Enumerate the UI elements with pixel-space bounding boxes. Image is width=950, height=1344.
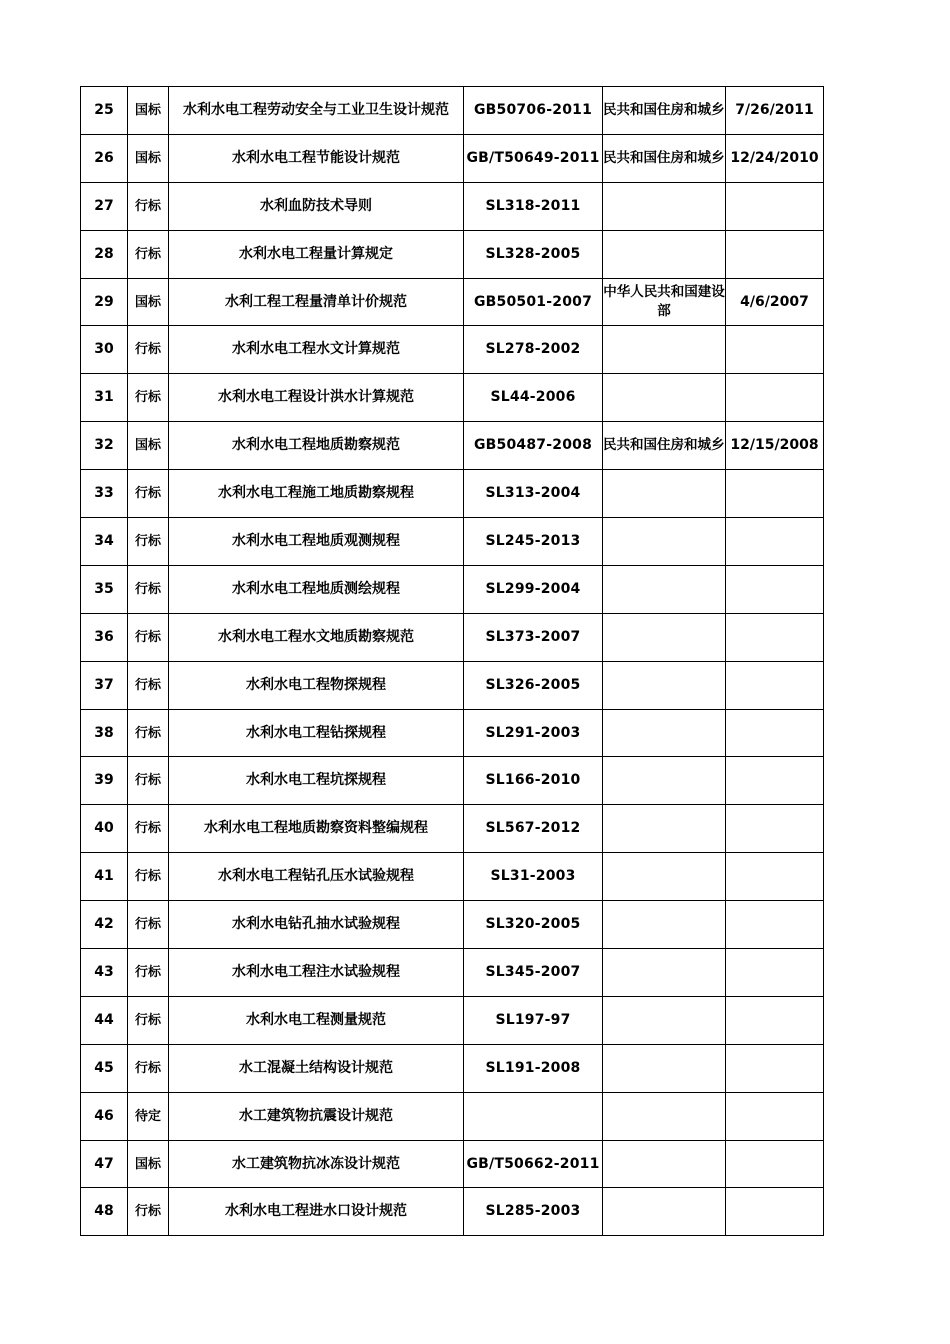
issuing-department [603,1188,726,1236]
standard-type: 行标 [128,1044,169,1092]
standard-code: SL31-2003 [464,853,603,901]
row-number: 37 [81,661,128,709]
row-number: 34 [81,518,128,566]
issue-date: 7/26/2011 [726,87,824,135]
issue-date: 12/15/2008 [726,422,824,470]
issue-date [726,1044,824,1092]
table-row [81,422,824,470]
issue-date [726,661,824,709]
issuing-department [603,613,726,661]
row-number: 41 [81,853,128,901]
row-number: 31 [81,374,128,422]
issue-date [726,565,824,613]
standard-name: 水利水电工程钻探规程 [169,709,464,757]
table-row [81,1140,824,1188]
standard-name: 水利水电工程进水口设计规范 [169,1188,464,1236]
table-row [81,565,824,613]
standard-name: 水利血防技术导则 [169,182,464,230]
table-row [81,1044,824,1092]
standard-type: 行标 [128,518,169,566]
standard-name: 水利工程工程量清单计价规范 [169,278,464,326]
issuing-department: 民共和国住房和城乡 [603,422,726,470]
standard-name: 水利水电工程注水试验规程 [169,949,464,997]
standard-name: 水利水电工程地质勘察资料整编规程 [169,805,464,853]
standard-type: 行标 [128,230,169,278]
standard-type: 国标 [128,134,169,182]
standard-name: 水利水电工程水文计算规范 [169,326,464,374]
standard-type: 行标 [128,757,169,805]
issue-date [726,1188,824,1236]
table-row [81,996,824,1044]
table-row [81,518,824,566]
standard-code: SL328-2005 [464,230,603,278]
standards-table [80,86,824,1236]
standard-code: SL191-2008 [464,1044,603,1092]
row-number: 38 [81,709,128,757]
standard-name: 水利水电工程坑探规程 [169,757,464,805]
issue-date [726,518,824,566]
row-number: 32 [81,422,128,470]
standard-name: 水利水电工程地质测绘规程 [169,565,464,613]
issuing-department [603,470,726,518]
issue-date [726,230,824,278]
standard-type: 行标 [128,853,169,901]
standard-code: SL318-2011 [464,182,603,230]
standards-table-body [81,87,824,1236]
issue-date: 4/6/2007 [726,278,824,326]
standard-name: 水利水电工程地质观测规程 [169,518,464,566]
standard-name: 水利水电工程测量规范 [169,996,464,1044]
standard-name: 水利水电工程节能设计规范 [169,134,464,182]
standard-type: 行标 [128,613,169,661]
table-row [81,613,824,661]
issuing-department: 民共和国住房和城乡 [603,87,726,135]
standard-name: 水利水电工程施工地质勘察规程 [169,470,464,518]
standard-code [464,1092,603,1140]
table-row [81,1092,824,1140]
issue-date [726,709,824,757]
row-number: 29 [81,278,128,326]
standard-type: 行标 [128,374,169,422]
issuing-department [603,1092,726,1140]
table-row [81,661,824,709]
standard-type: 国标 [128,278,169,326]
standard-name: 水工混凝土结构设计规范 [169,1044,464,1092]
issue-date [726,470,824,518]
table-row [81,1188,824,1236]
standard-type: 待定 [128,1092,169,1140]
row-number: 35 [81,565,128,613]
table-row [81,230,824,278]
issuing-department [603,326,726,374]
issuing-department [603,518,726,566]
standard-type: 行标 [128,661,169,709]
standard-code: SL285-2003 [464,1188,603,1236]
issue-date [726,613,824,661]
table-row [81,374,824,422]
table-row [81,805,824,853]
issuing-department [603,996,726,1044]
issue-date [726,1140,824,1188]
standard-code: GB50706-2011 [464,87,603,135]
standard-type: 国标 [128,1140,169,1188]
row-number: 47 [81,1140,128,1188]
issuing-department [603,661,726,709]
issue-date [726,996,824,1044]
standard-code: GB50487-2008 [464,422,603,470]
issuing-department [603,853,726,901]
issuing-department [603,565,726,613]
standard-code: SL345-2007 [464,949,603,997]
row-number: 43 [81,949,128,997]
issue-date [726,326,824,374]
table-row [81,901,824,949]
standard-name: 水利水电工程钻孔压水试验规程 [169,853,464,901]
standard-name: 水利水电工程劳动安全与工业卫生设计规范 [169,87,464,135]
issuing-department [603,949,726,997]
issuing-department [603,757,726,805]
table-row [81,182,824,230]
standard-name: 水利水电工程设计洪水计算规范 [169,374,464,422]
row-number: 44 [81,996,128,1044]
table-row [81,757,824,805]
row-number: 40 [81,805,128,853]
table-row [81,470,824,518]
table-row [81,709,824,757]
issuing-department [603,901,726,949]
standard-type: 行标 [128,709,169,757]
issuing-department [603,1140,726,1188]
issuing-department [603,1044,726,1092]
standard-type: 行标 [128,470,169,518]
standard-code: GB/T50662-2011 [464,1140,603,1188]
issue-date [726,853,824,901]
table-row [81,134,824,182]
standard-name: 水利水电工程物探规程 [169,661,464,709]
standard-type: 行标 [128,805,169,853]
standard-type: 行标 [128,901,169,949]
issue-date [726,182,824,230]
standard-type: 行标 [128,182,169,230]
standard-code: SL373-2007 [464,613,603,661]
standard-code: SL320-2005 [464,901,603,949]
issue-date: 12/24/2010 [726,134,824,182]
standard-type: 国标 [128,422,169,470]
standard-type: 行标 [128,996,169,1044]
issue-date [726,949,824,997]
table-row [81,278,824,326]
issuing-department: 中华人民共和国建设部 [603,278,726,326]
standard-code: GB/T50649-2011 [464,134,603,182]
row-number: 25 [81,87,128,135]
standard-type: 行标 [128,949,169,997]
standard-type: 行标 [128,326,169,374]
issue-date [726,1092,824,1140]
standard-code: SL299-2004 [464,565,603,613]
standard-code: SL313-2004 [464,470,603,518]
row-number: 39 [81,757,128,805]
issuing-department [603,182,726,230]
standard-name: 水利水电钻孔抽水试验规程 [169,901,464,949]
issue-date [726,374,824,422]
row-number: 30 [81,326,128,374]
row-number: 26 [81,134,128,182]
issuing-department [603,374,726,422]
standard-code: SL166-2010 [464,757,603,805]
issue-date [726,805,824,853]
row-number: 36 [81,613,128,661]
issuing-department [603,230,726,278]
row-number: 28 [81,230,128,278]
row-number: 45 [81,1044,128,1092]
table-row [81,87,824,135]
standard-name: 水利水电工程地质勘察规范 [169,422,464,470]
standard-code: GB50501-2007 [464,278,603,326]
table-row [81,326,824,374]
standard-code: SL567-2012 [464,805,603,853]
issuing-department [603,805,726,853]
standard-code: SL326-2005 [464,661,603,709]
standard-type: 行标 [128,1188,169,1236]
row-number: 48 [81,1188,128,1236]
standard-code: SL245-2013 [464,518,603,566]
standard-code: SL291-2003 [464,709,603,757]
row-number: 33 [81,470,128,518]
table-row [81,949,824,997]
issue-date [726,901,824,949]
table-row [81,853,824,901]
standard-code: SL44-2006 [464,374,603,422]
row-number: 27 [81,182,128,230]
standard-name: 水利水电工程水文地质勘察规范 [169,613,464,661]
standard-code: SL197-97 [464,996,603,1044]
issuing-department: 民共和国住房和城乡 [603,134,726,182]
standard-type: 行标 [128,565,169,613]
row-number: 42 [81,901,128,949]
standard-name: 水利水电工程量计算规定 [169,230,464,278]
standard-code: SL278-2002 [464,326,603,374]
standard-name: 水工建筑物抗冰冻设计规范 [169,1140,464,1188]
standard-type: 国标 [128,87,169,135]
issuing-department [603,709,726,757]
row-number: 46 [81,1092,128,1140]
standard-name: 水工建筑物抗震设计规范 [169,1092,464,1140]
issue-date [726,757,824,805]
